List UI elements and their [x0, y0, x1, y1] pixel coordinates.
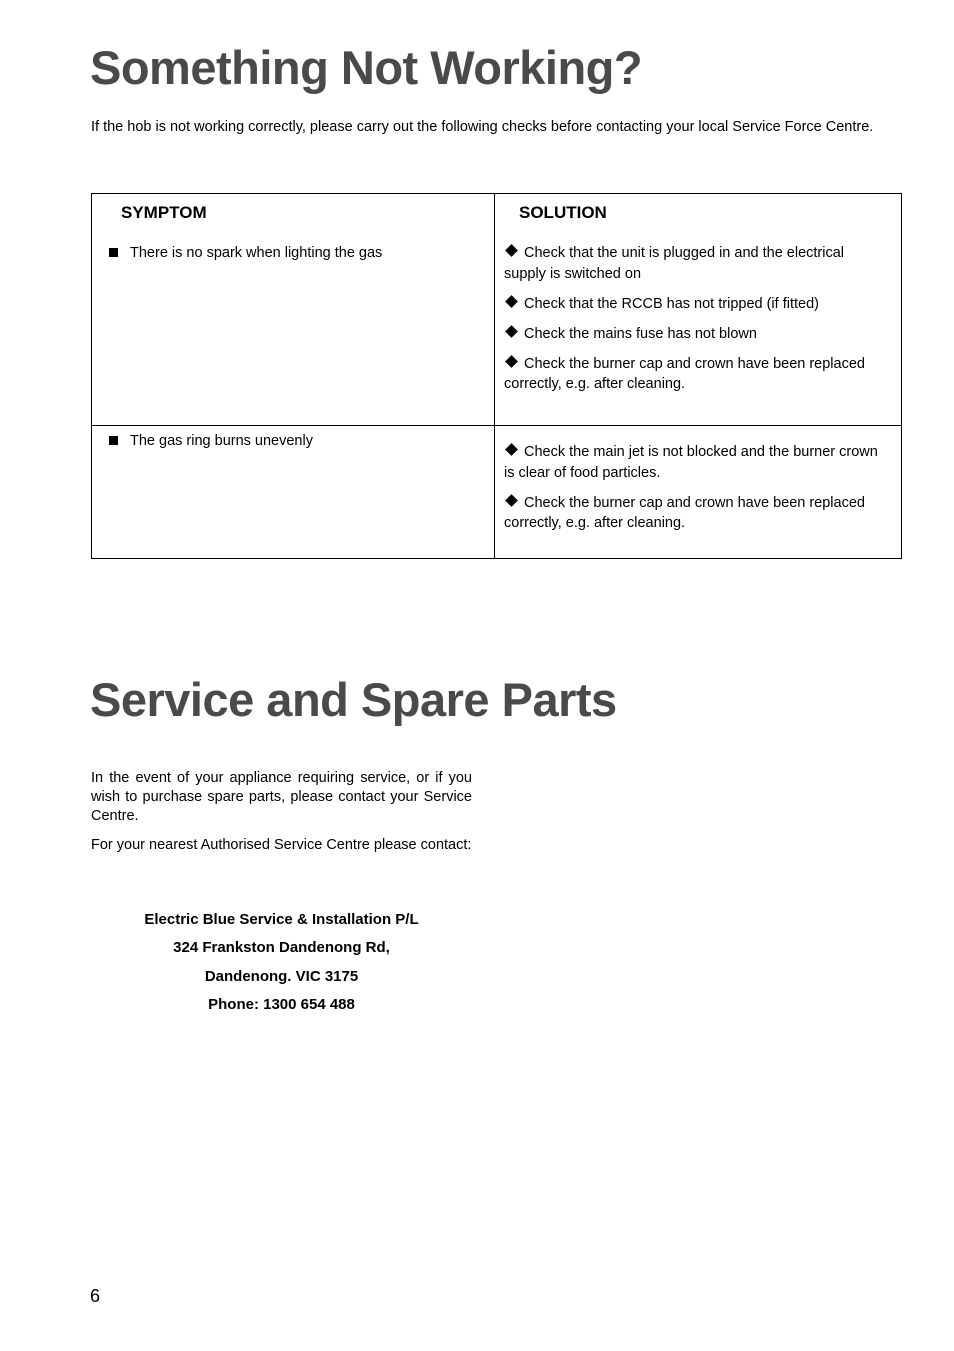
solution-cell — [495, 194, 902, 426]
diamond-bullet-icon — [505, 443, 518, 456]
solution-item — [504, 354, 887, 395]
page-number: 6 — [90, 1286, 101, 1306]
symptom-cell — [92, 426, 495, 559]
solution-item — [504, 243, 887, 284]
symptom-item — [92, 243, 494, 263]
troubleshooting-title: Something Not Working? — [90, 41, 643, 94]
service-title: Service and Spare Parts — [90, 673, 617, 726]
symptom-header: SYMPTOM — [121, 203, 207, 222]
symptom-cell — [92, 194, 495, 426]
solution-cell — [495, 426, 902, 559]
service-paragraph: For your nearest Authorised Service Centre please contact: — [91, 837, 472, 853]
solution-text: Check the main jet is not blocked and the burner crown is clear of food particles. — [504, 444, 878, 481]
solution-item — [504, 294, 887, 315]
square-bullet-icon — [109, 248, 118, 257]
diamond-bullet-icon — [505, 355, 518, 368]
solution-text: Check that the unit is plugged in and the electrical supply is switched on — [504, 245, 845, 282]
solution-item — [504, 442, 887, 483]
service-text — [91, 769, 472, 865]
symptom-text: The gas ring burns unevenly — [130, 433, 313, 450]
solution-header: SOLUTION — [519, 203, 607, 222]
solution-text: Check the burner cap and crown have been replaced correctly, e.g. after cleaning. — [504, 355, 865, 392]
symptom-text: There is no spark when lighting the gas — [130, 245, 383, 261]
diamond-bullet-icon — [505, 295, 518, 308]
solution-list — [495, 442, 901, 534]
service-contact — [91, 910, 472, 1023]
solution-text: Check the mains fuse has not blown — [524, 325, 757, 342]
table-row — [92, 194, 902, 426]
service-paragraph: In the event of your appliance requiring service, or if you wish to purchase spare parts, please contact your Service Centre. — [91, 770, 472, 824]
diamond-bullet-icon — [505, 244, 518, 257]
diamond-bullet-icon — [505, 494, 518, 507]
symptom-item — [92, 431, 494, 451]
contact-name: Electric Blue Service & Installation P/L — [144, 911, 419, 928]
diamond-bullet-icon — [505, 325, 518, 338]
contact-phone: Phone: 1300 654 488 — [208, 995, 355, 1013]
solution-text: Check that the RCCB has not tripped (if fitted) — [524, 295, 819, 312]
solution-text: Check the burner cap and crown have been replaced correctly, e.g. after cleaning. — [504, 494, 865, 532]
solution-item — [504, 493, 887, 534]
contact-street: 324 Frankston Dandenong Rd, — [173, 939, 390, 957]
contact-city: Dandenong. VIC 3175 — [204, 967, 359, 985]
solution-item — [504, 324, 887, 345]
solution-list — [495, 243, 901, 395]
square-bullet-icon — [109, 436, 118, 445]
troubleshooting-intro: If the hob is not working correctly, please carry out the following checks before contacting your local Service Force Centre. — [91, 119, 874, 135]
table-row — [92, 426, 902, 559]
troubleshooting-table — [91, 193, 902, 559]
